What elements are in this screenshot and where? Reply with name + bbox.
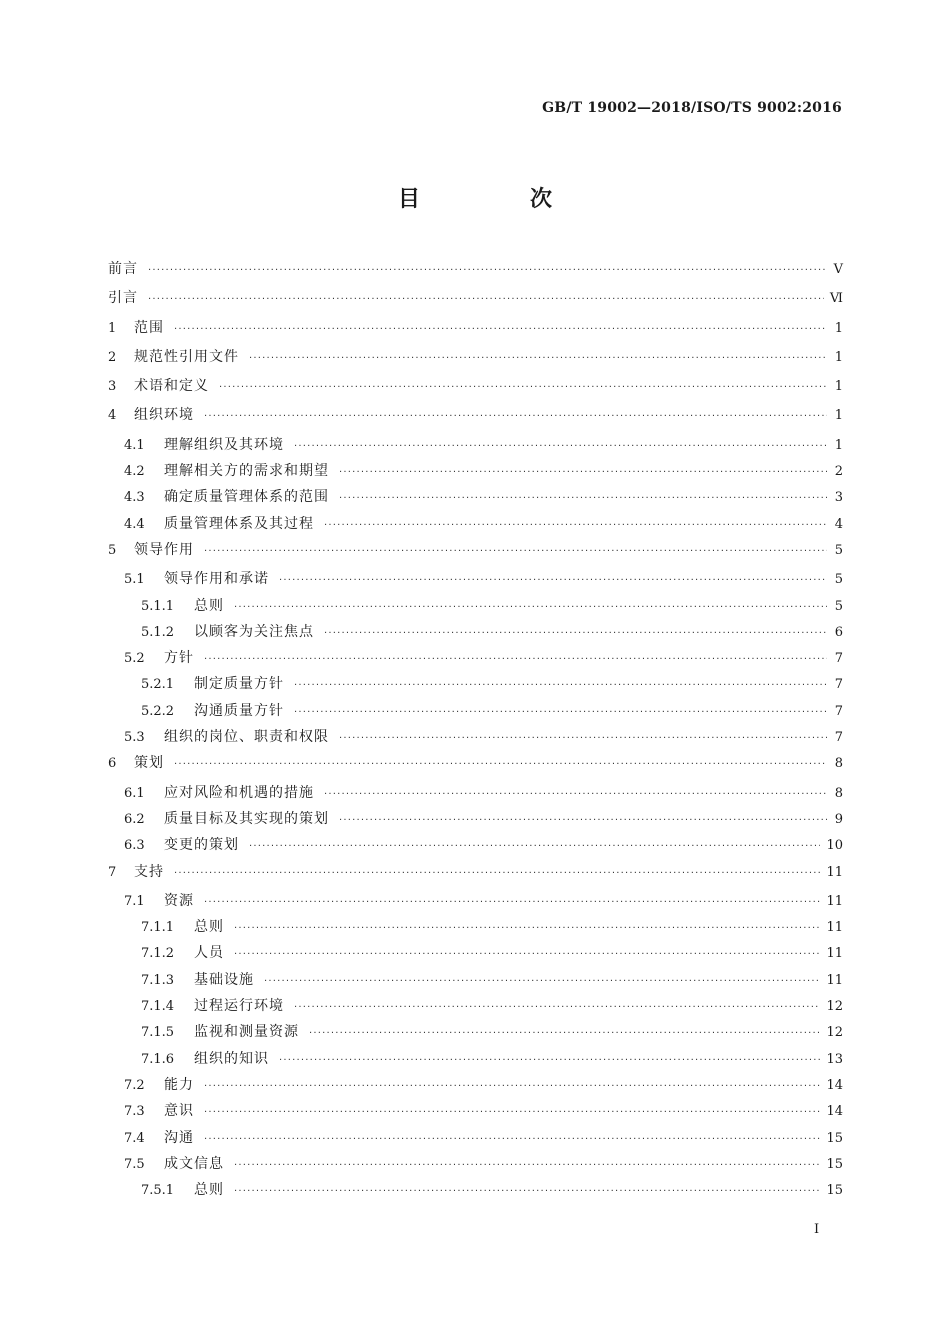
toc-entry-number: 4.4 bbox=[124, 516, 145, 532]
toc-entry-label: 变更的策划 bbox=[164, 837, 239, 854]
dot-leader bbox=[204, 654, 827, 665]
dot-leader bbox=[324, 789, 827, 800]
toc-entry-label: 前言 bbox=[108, 261, 138, 277]
toc-entry-page: Ⅵ bbox=[829, 291, 843, 307]
toc-entry-label: 总则 bbox=[194, 1182, 224, 1199]
toc-entry-page: 8 bbox=[834, 756, 843, 772]
toc-entry-page: 11 bbox=[826, 920, 843, 936]
toc-entry-label: 应对风险和机遇的措施 bbox=[164, 784, 314, 801]
dot-leader bbox=[204, 411, 827, 422]
toc-entry-page: 14 bbox=[826, 1077, 843, 1093]
toc-entry[interactable] bbox=[108, 808, 843, 834]
toc-entry-number: 6.1 bbox=[124, 785, 145, 801]
toc-entry-label: 组织的岗位、职责和权限 bbox=[164, 729, 329, 746]
toc-entry-label: 支持 bbox=[134, 863, 164, 880]
toc-entry-label: 总则 bbox=[194, 597, 224, 614]
toc-entry[interactable] bbox=[108, 1074, 843, 1100]
dot-leader bbox=[294, 680, 827, 691]
toc-entry-label: 引言 bbox=[108, 290, 138, 307]
toc-entry-number: 7.2 bbox=[124, 1077, 145, 1093]
toc-entry-label: 质量目标及其实现的策划 bbox=[164, 810, 329, 827]
dot-leader bbox=[148, 265, 827, 276]
toc-entry[interactable] bbox=[108, 969, 843, 995]
toc-entry[interactable] bbox=[108, 1127, 843, 1153]
toc-entry[interactable] bbox=[108, 673, 843, 699]
toc-entry[interactable] bbox=[108, 861, 843, 890]
toc-entry[interactable] bbox=[108, 539, 843, 568]
dot-leader bbox=[204, 1107, 820, 1118]
toc-entry-page: 7 bbox=[834, 677, 843, 693]
toc-entry[interactable] bbox=[108, 460, 843, 486]
toc-entry[interactable] bbox=[108, 726, 843, 752]
toc-entry-page: 5 bbox=[834, 542, 843, 558]
toc-entry-number: 3 bbox=[108, 379, 117, 395]
toc-entry-label: 组织环境 bbox=[134, 407, 194, 424]
toc-entry-number: 5.2 bbox=[124, 651, 145, 667]
toc-entry-label: 组织的知识 bbox=[194, 1050, 269, 1067]
toc-entry-number: 1 bbox=[108, 320, 117, 336]
dot-leader bbox=[249, 841, 820, 852]
toc-entry-page: 7 bbox=[834, 703, 843, 719]
toc-entry[interactable] bbox=[108, 916, 843, 942]
toc-entry[interactable] bbox=[108, 1100, 843, 1126]
toc-entry-page: 15 bbox=[826, 1156, 843, 1172]
toc-entry-number: 7.1.4 bbox=[141, 999, 175, 1015]
toc-entry-page: 15 bbox=[826, 1130, 843, 1146]
toc-entry-label: 总则 bbox=[194, 919, 224, 936]
toc-entry-number: 7.1.2 bbox=[141, 946, 175, 962]
toc-entry-page: 4 bbox=[834, 516, 843, 532]
toc-entry-page: 13 bbox=[826, 1051, 843, 1067]
toc-entry-number: 7.1.1 bbox=[141, 920, 175, 936]
toc-entry[interactable] bbox=[108, 1021, 843, 1047]
toc-entry-number: 7.5.1 bbox=[141, 1183, 175, 1199]
toc-entry-number: 7.1.3 bbox=[141, 972, 175, 988]
toc-entry-label: 沟通质量方针 bbox=[194, 702, 284, 719]
toc-entry-page: 15 bbox=[826, 1183, 843, 1199]
dot-leader bbox=[294, 707, 827, 718]
toc-entry-number: 5.1.1 bbox=[141, 598, 175, 614]
dot-leader bbox=[279, 575, 827, 586]
toc-entry-label: 理解相关方的需求和期望 bbox=[164, 463, 329, 480]
toc-entry-number: 7 bbox=[108, 864, 117, 880]
toc-entry[interactable] bbox=[108, 834, 843, 860]
toc-entry[interactable] bbox=[108, 346, 843, 375]
toc-entry-label: 以顾客为关注焦点 bbox=[194, 623, 314, 640]
toc-entry-label: 方针 bbox=[164, 650, 194, 667]
toc-entry-page: 5 bbox=[834, 598, 843, 614]
toc-entry-number: 7.3 bbox=[124, 1104, 145, 1120]
toc-entry[interactable] bbox=[108, 287, 843, 316]
toc-entry-number: 4.3 bbox=[124, 490, 145, 506]
toc-entry[interactable] bbox=[108, 621, 843, 647]
dot-leader bbox=[324, 520, 827, 531]
toc-entry[interactable] bbox=[108, 317, 843, 346]
dot-leader bbox=[234, 949, 820, 960]
toc-entry[interactable] bbox=[108, 513, 843, 539]
toc-entry-page: 7 bbox=[834, 730, 843, 746]
toc-entry-number: 7.5 bbox=[124, 1156, 145, 1172]
toc-entry-number: 4 bbox=[108, 408, 117, 424]
page-number: Ⅰ bbox=[814, 1222, 820, 1237]
toc-entry[interactable] bbox=[108, 258, 843, 287]
toc-entry-label: 制定质量方针 bbox=[194, 676, 284, 693]
toc-entry-number: 5.1.2 bbox=[141, 624, 175, 640]
toc-entry[interactable] bbox=[108, 700, 843, 726]
toc-entry[interactable] bbox=[108, 782, 843, 808]
toc-entry-page: 1 bbox=[834, 379, 843, 395]
toc-entry-page: 9 bbox=[834, 811, 843, 827]
toc-entry-number: 2 bbox=[108, 349, 117, 365]
dot-leader bbox=[324, 628, 827, 639]
toc-entry[interactable] bbox=[108, 890, 843, 916]
dot-leader bbox=[204, 1081, 820, 1092]
dot-leader bbox=[294, 1002, 820, 1013]
dot-leader bbox=[294, 441, 827, 452]
toc-entry-number: 6.3 bbox=[124, 838, 145, 854]
toc-entry-label: 策划 bbox=[134, 755, 164, 772]
toc-entry[interactable] bbox=[108, 434, 843, 460]
dot-leader bbox=[219, 382, 827, 393]
toc-entry-page: Ⅴ bbox=[833, 262, 843, 277]
toc-entry-label: 成文信息 bbox=[164, 1155, 224, 1172]
toc-entry-number: 7.1.5 bbox=[141, 1025, 175, 1041]
toc-entry-page: 1 bbox=[834, 349, 843, 365]
toc-entry-label: 理解组织及其环境 bbox=[164, 436, 284, 453]
toc-entry[interactable] bbox=[108, 404, 843, 433]
dot-leader bbox=[174, 324, 827, 335]
toc-entry-label: 质量管理体系及其过程 bbox=[164, 515, 314, 532]
toc-entry-label: 人员 bbox=[194, 945, 224, 962]
dot-leader bbox=[148, 294, 824, 305]
toc-entry-label: 监视和测量资源 bbox=[194, 1024, 299, 1041]
dot-leader bbox=[174, 868, 820, 879]
toc-entry-page: 8 bbox=[834, 785, 843, 801]
toc-entry-page: 3 bbox=[834, 490, 843, 506]
dot-leader bbox=[279, 1055, 820, 1066]
toc-entry-number: 5.1 bbox=[124, 572, 145, 588]
toc-entry-page: 1 bbox=[834, 437, 843, 453]
toc-entry-page: 12 bbox=[826, 999, 843, 1015]
dot-leader bbox=[234, 923, 820, 934]
toc-entry-page: 1 bbox=[834, 320, 843, 336]
toc-entry-number: 5 bbox=[108, 542, 117, 558]
toc-entry-page: 11 bbox=[826, 893, 843, 909]
dot-leader bbox=[339, 493, 827, 504]
toc-entry[interactable] bbox=[108, 995, 843, 1021]
dot-leader bbox=[249, 353, 827, 364]
toc-entry-label: 领导作用 bbox=[134, 541, 194, 558]
toc-entry-page: 14 bbox=[826, 1104, 843, 1120]
toc-entry-page: 2 bbox=[834, 464, 843, 480]
toc-entry-page: 12 bbox=[826, 1025, 843, 1041]
toc-entry-label: 过程运行环境 bbox=[194, 998, 284, 1015]
toc-entry[interactable] bbox=[108, 568, 843, 594]
toc-entry[interactable] bbox=[108, 647, 843, 673]
table-of-contents bbox=[108, 258, 843, 1205]
toc-entry-label: 范围 bbox=[134, 319, 164, 336]
dot-leader bbox=[204, 897, 820, 908]
toc-entry[interactable] bbox=[108, 752, 843, 781]
toc-entry-page: 11 bbox=[826, 946, 843, 962]
toc-entry-label: 领导作用和承诺 bbox=[164, 571, 269, 588]
toc-entry[interactable] bbox=[108, 1179, 843, 1205]
toc-entry-number: 5.3 bbox=[124, 730, 145, 746]
dot-leader bbox=[174, 759, 827, 770]
toc-entry-label: 规范性引用文件 bbox=[134, 348, 239, 365]
toc-entry-number: 7.1.6 bbox=[141, 1051, 175, 1067]
toc-entry-number: 6.2 bbox=[124, 811, 145, 827]
toc-entry-label: 资源 bbox=[164, 892, 194, 909]
standard-code: GB/T 19002—2018/ISO/TS 9002:2016 bbox=[542, 100, 842, 116]
toc-entry-label: 沟通 bbox=[164, 1129, 194, 1146]
dot-leader bbox=[234, 1160, 820, 1171]
toc-entry-page: 1 bbox=[834, 408, 843, 424]
toc-entry-label: 确定质量管理体系的范围 bbox=[164, 489, 329, 506]
dot-leader bbox=[339, 815, 827, 826]
page-title: 目 次 bbox=[397, 187, 596, 212]
toc-entry-page: 6 bbox=[834, 624, 843, 640]
dot-leader bbox=[339, 733, 827, 744]
toc-entry-page: 5 bbox=[834, 572, 843, 588]
toc-entry-page: 11 bbox=[826, 972, 843, 988]
dot-leader bbox=[204, 546, 827, 557]
toc-entry-number: 4.2 bbox=[124, 464, 145, 480]
toc-entry-page: 7 bbox=[834, 651, 843, 667]
toc-entry-page: 10 bbox=[826, 838, 843, 854]
dot-leader bbox=[234, 602, 827, 613]
toc-entry[interactable] bbox=[108, 1153, 843, 1179]
toc-entry[interactable] bbox=[108, 1048, 843, 1074]
dot-leader bbox=[204, 1134, 820, 1145]
toc-entry-number: 5.2.2 bbox=[141, 703, 175, 719]
dot-leader bbox=[234, 1186, 820, 1197]
dot-leader bbox=[309, 1028, 820, 1039]
toc-entry[interactable] bbox=[108, 595, 843, 621]
dot-leader bbox=[264, 976, 820, 987]
dot-leader bbox=[339, 467, 827, 478]
toc-entry[interactable] bbox=[108, 942, 843, 968]
toc-entry-number: 5.2.1 bbox=[141, 677, 175, 693]
toc-entry[interactable] bbox=[108, 486, 843, 512]
toc-entry-page: 11 bbox=[826, 864, 843, 880]
toc-entry[interactable] bbox=[108, 375, 843, 404]
toc-entry-label: 意识 bbox=[164, 1103, 194, 1120]
toc-entry-number: 6 bbox=[108, 756, 117, 772]
toc-entry-label: 术语和定义 bbox=[134, 378, 209, 395]
toc-entry-number: 4.1 bbox=[124, 437, 145, 453]
toc-entry-label: 基础设施 bbox=[194, 971, 254, 988]
toc-entry-label: 能力 bbox=[164, 1076, 194, 1093]
toc-entry-number: 7.1 bbox=[124, 893, 145, 909]
toc-entry-number: 7.4 bbox=[124, 1130, 145, 1146]
